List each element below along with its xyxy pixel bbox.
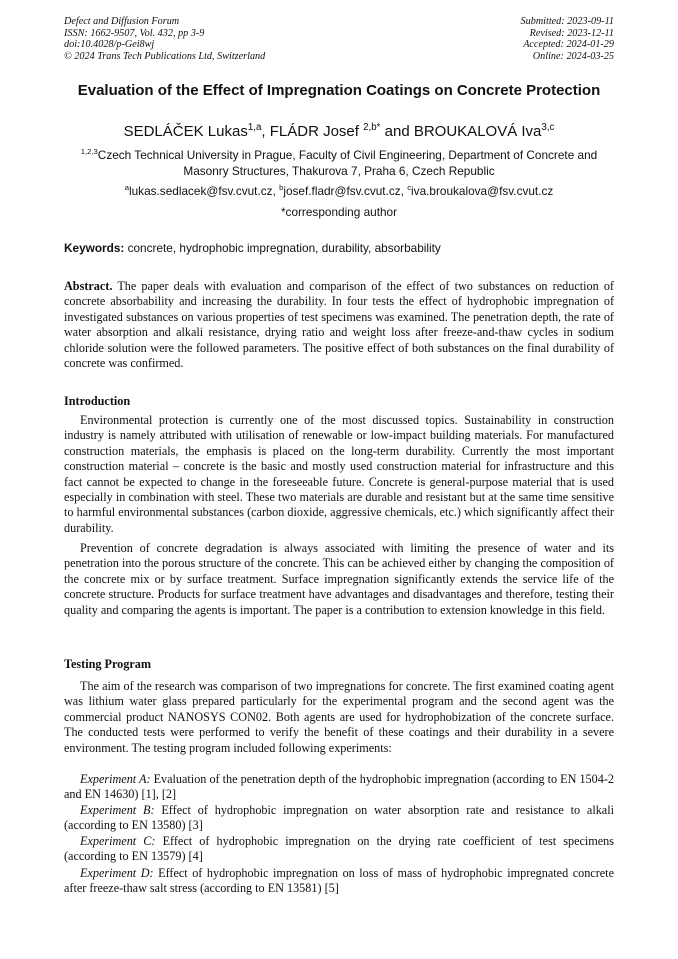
author-3: BROUKALOVÁ Iva xyxy=(413,123,542,140)
keywords xyxy=(64,241,614,256)
author-1: SEDLÁČEK Lukas xyxy=(123,123,248,140)
affiliation xyxy=(64,148,614,179)
experiment-a xyxy=(64,772,614,803)
experiment-d xyxy=(64,866,614,897)
experiment-b-label: Experiment B: xyxy=(80,803,155,817)
introduction-paragraph-1: Environmental protection is currently one of the most discussed topics. Sustainability in construction industry is namely attributed with utilisation of renewable or low-impact building materials. For manufactured construction materials, the emphasis is placed on the long-term durability. Currently the most important construction material – concrete is the basic and mostly used construction material for infrastructure and this fact cannot be expected to change in the foreseeable future. Concrete is general-purpose material that is used especially in combination with steel. These two materials are durable and resistant but at the same time sensitive to harmful environmental substances (carbon dioxide, aggressive chemicals, etc.) which significantly affect their durability. xyxy=(64,413,614,535)
testing-program-paragraph: The aim of the research was comparison of two impregnations for concrete. The first examined coating agent was lithium water glass prepared particularly for the experimental program and the second agent was the commercial product NANOSYS CON02. Both agents are used for hydrophobization of the concrete surface. The conducted tests were performed to verify the benefit of these coatings and their durability in a severe environment. The testing program included following experiments: xyxy=(64,679,614,755)
author-2-affil: 2,b* xyxy=(363,122,381,133)
date-submitted: Submitted: 2023-09-11 xyxy=(520,16,614,27)
email-c: iva.broukalova@fsv.cvut.cz xyxy=(411,184,554,198)
author-1-affil: 1,a xyxy=(247,122,262,133)
email-c-marker: c xyxy=(407,183,412,193)
author-separator: and xyxy=(380,123,414,140)
experiment-d-text: Effect of hydrophobic impregnation on loss of mass of hydrophobic impregnated concrete after freeze-thaw salt stress (according to EN 13581) [5] xyxy=(64,866,614,896)
corresponding-author-note: *corresponding author xyxy=(280,205,398,219)
abstract-text: The paper deals with evaluation and comparison of the effect of two substances on reduction of concrete absorbability and increasing the durability. In four tests the effect of hydrophobic impregnation of investigated substances on various properties of test specimens was examined. The penetration depth, the rate of water absorption and alkali resistance, drying ratio and weight loss after freeze-and-thaw cycles in sodium chloride solution were the followed parameters. The positive effect of both substances on the final durability of concrete was confirmed. xyxy=(64,279,614,371)
email-b: josef.fladr@fsv.cvut.cz, xyxy=(283,184,408,198)
author-list xyxy=(64,122,614,142)
submission-dates xyxy=(521,16,614,62)
keywords-label: Keywords: xyxy=(64,241,125,255)
email-a-marker: a xyxy=(124,183,129,193)
journal-name: Defect and Diffusion Forum xyxy=(64,16,180,27)
abstract-label: Abstract. xyxy=(64,279,113,293)
experiment-b xyxy=(64,803,614,834)
experiment-d-label: Experiment D: xyxy=(80,866,154,880)
experiment-a-text: Evaluation of the penetration depth of the hydrophobic impregnation (according to EN 1504-2 and EN 14630) [1], [2] xyxy=(64,772,614,802)
section-heading-introduction: Introduction xyxy=(64,394,131,408)
date-online: Online: 2024-03-25 xyxy=(532,50,614,62)
author-emails xyxy=(64,184,614,199)
paper-title: Evaluation of the Effect of Impregnation Coatings on Concrete Protection xyxy=(77,82,601,99)
journal-doi: doi:10.4028/p-Gei8wj xyxy=(64,39,155,51)
experiment-c xyxy=(64,834,614,865)
experiment-c-text: Effect of hydrophobic impregnation on the drying rate coefficient of test specimens (according to EN 13579) [4] xyxy=(64,834,614,864)
experiment-c-label: Experiment C: xyxy=(80,834,156,848)
journal-copyright: © 2024 Trans Tech Publications Ltd, Switzerland xyxy=(64,50,266,62)
date-accepted: Accepted: 2024-01-29 xyxy=(523,39,614,51)
keywords-text: concrete, hydrophobic impregnation, durability, absorbability xyxy=(124,241,441,255)
author-2: FLÁDR Josef xyxy=(269,123,364,140)
experiment-a-label: Experiment A: xyxy=(80,772,151,786)
date-revised: Revised: 2023-12-11 xyxy=(529,27,614,39)
journal-issn: ISSN: 1662-9507, Vol. 432, pp 3-9 xyxy=(64,27,205,39)
author-3-affil: 3,c xyxy=(541,122,555,133)
section-heading-testing-program: Testing Program xyxy=(64,657,152,671)
email-a: lukas.sedlacek@fsv.cvut.cz, xyxy=(128,184,280,198)
affiliation-text: Czech Technical University in Prague, Faculty of Civil Engineering, Department of Concrete and Masonry Structures, Thakurova 7, Praha 6, Czech Republic xyxy=(97,148,598,178)
journal-info xyxy=(64,16,265,62)
affiliation-marker: 1,2,3 xyxy=(80,147,98,157)
introduction-paragraph-2: Prevention of concrete degradation is always associated with limiting the presence of water and its penetration into the porous structure of the concrete. This can be achieved either by changing the composition of the concrete mix or by surface treatment. Surface impregnation significantly extends the service life of the concrete structure. Products for surface treatment have advantages and disadvantages and therefore, testing their quality and comparing the agents is important. The paper is a contribution to extension knowledge in this field. xyxy=(64,541,614,617)
experiment-b-text: Effect of hydrophobic impregnation on water absorption rate and resistance to alkali (according to EN 13580) [3] xyxy=(64,803,614,833)
email-b-marker: b xyxy=(279,183,284,193)
abstract xyxy=(64,279,614,371)
author-separator: , xyxy=(261,123,270,140)
